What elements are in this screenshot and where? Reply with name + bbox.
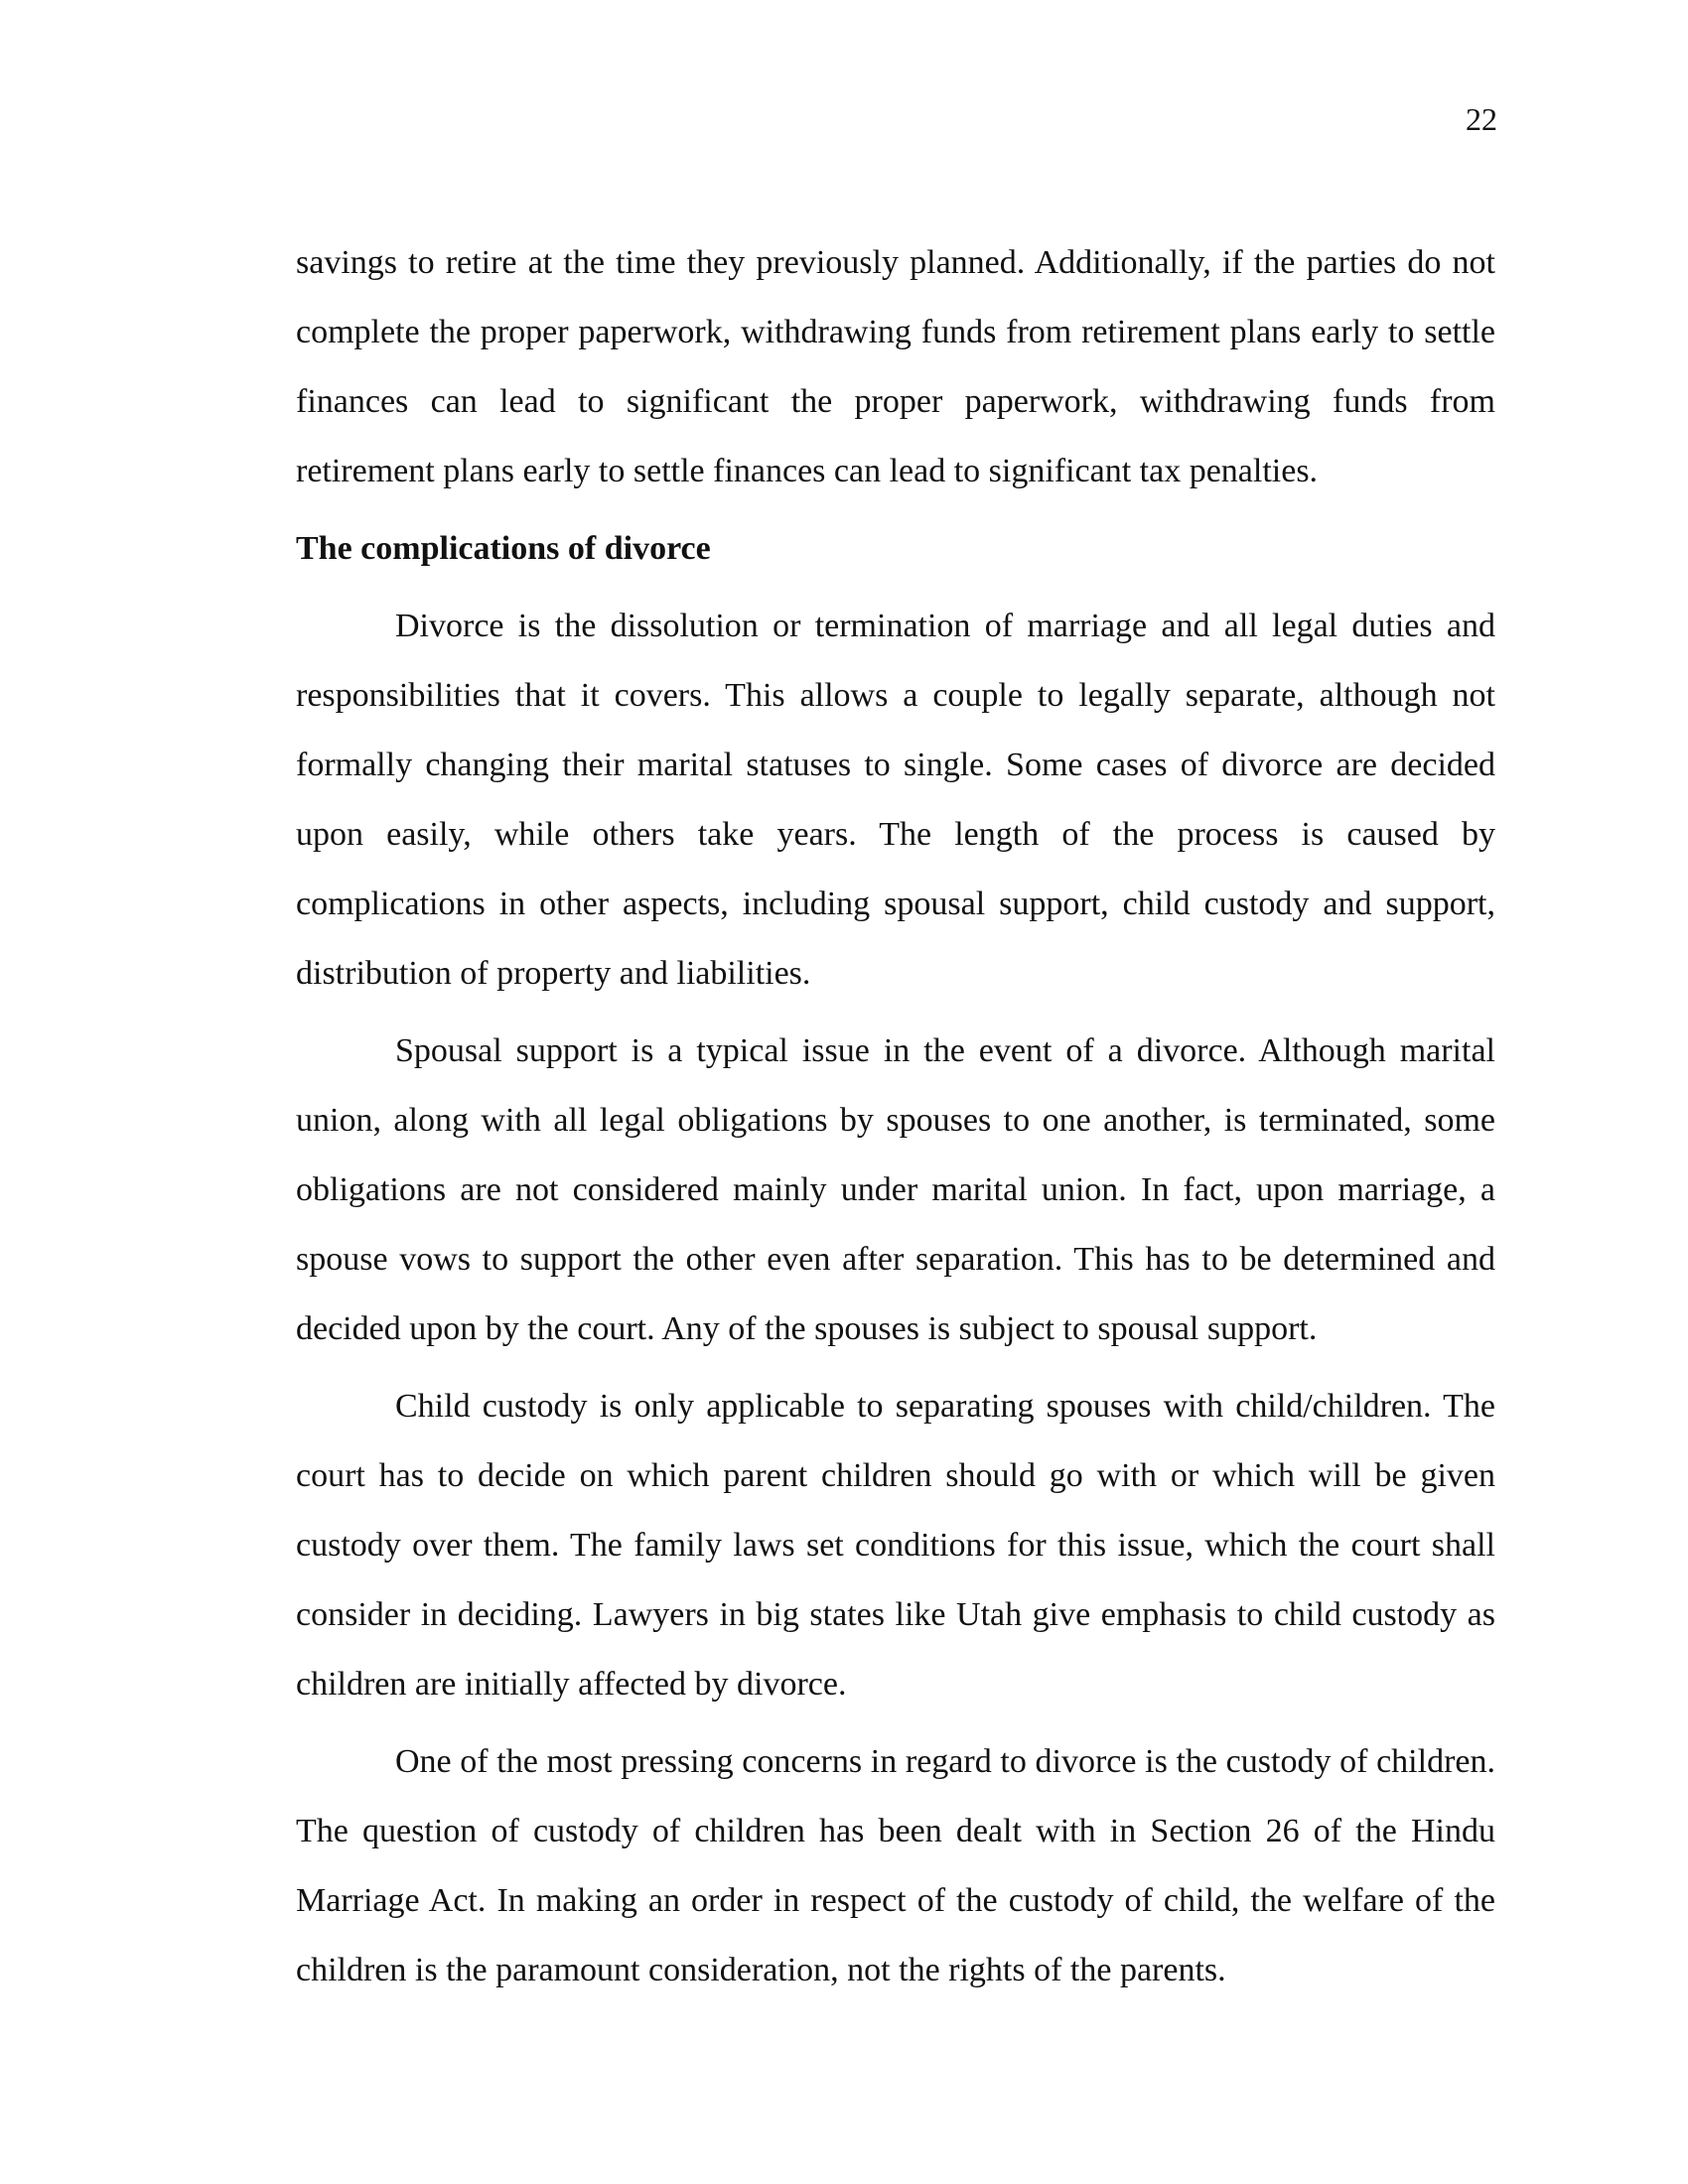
document-body — [296, 228, 1495, 2013]
section-heading: The complications of divorce — [296, 530, 711, 567]
continuation-paragraph: savings to retire at the time they previously planned. Additionally, if the parties do not complete the proper paperwork, withdrawing funds from retirement plans early to settle finances can lead to significant the proper paperwork, withdrawing funds from retirement plans early to settle finances can lead to significant tax penalties. — [296, 244, 1495, 489]
paragraph-divorce-definition: Divorce is the dissolution or termination of marriage and all legal duties and responsibilities that it covers. This allows a couple to legally separate, although not formally changing their marital statuses to single. Some cases of divorce are decided upon easily, while others take years. The length of the process is caused by complications in other aspects, including spousal support, child custody and support, distribution of property and liabilities. — [296, 608, 1495, 992]
paragraph-spousal-support: Spousal support is a typical issue in the event of a divorce. Although marital union, along with all legal obligations by spouses to one another, is terminated, some obligations are not considered mainly under marital union. In fact, upon marriage, a spouse vows to support the other even after separation. This has to be determined and decided upon by the court. Any of the spouses is subject to spousal support. — [296, 1032, 1495, 1347]
paragraph-custody-concerns: One of the most pressing concerns in regard to divorce is the custody of children. The question of custody of children has been dealt with in Section 26 of the Hindu Marriage Act. In making an order in respect of the custody of child, the welfare of the children is the paramount consideration, not the rights of the parents. — [296, 1743, 1495, 1988]
page-number: 22 — [1466, 101, 1497, 137]
paragraph-child-custody: Child custody is only applicable to separating spouses with child/children. The court has to decide on which parent children should go with or which will be given custody over them. The family laws set conditions for this issue, which the court shall consider in deciding. Lawyers in big states like Utah give emphasis to child custody as children are initially affected by divorce. — [296, 1388, 1495, 1703]
